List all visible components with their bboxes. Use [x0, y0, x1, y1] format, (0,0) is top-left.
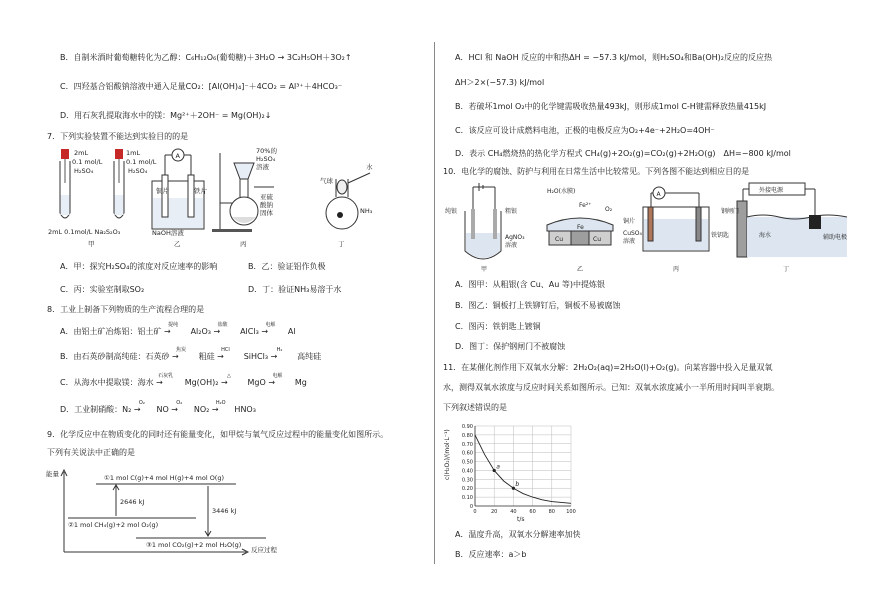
q9-option-c: C．该反应可设计成燃料电池，正极的电极反应为O₂+4e⁻+2H₂O=4OH⁻ — [455, 126, 715, 135]
q6-option-d: D．用石灰乳提取海水中的镁：Mg²⁺＋2OH⁻ = Mg(OH)₂↓ — [60, 111, 272, 120]
q10-yi-label: 乙 — [577, 266, 584, 273]
q10-option-b: B．图乙：铜板打上铁铆钉后，铜板不易被腐蚀 — [455, 301, 621, 310]
yi-ammeter-label: A — [175, 152, 180, 160]
right-column — [437, 0, 870, 614]
q9-energy-diagram — [46, 466, 296, 556]
q8d-mid1: NO — [156, 405, 169, 414]
q8c-arrow3: 电解 → — [268, 373, 283, 387]
q7-apparatus-figure — [48, 143, 408, 251]
q8d-end: HNO₃ — [234, 405, 256, 414]
y-tick-label: 0.40 — [461, 468, 473, 475]
q7-option-d: D．丁：验证NH₃易溶于水 — [248, 285, 342, 294]
q10-yi-fe2: Fe²⁺ — [579, 202, 592, 209]
q9-option-b: B．若破坏1mol O₂中的化学键需吸收热量493kJ，则形成1mol C-H键需释放热量415kJ — [455, 102, 767, 111]
q8b-mid2: SiHCl₃ — [243, 352, 269, 361]
q9-option-d: D．表示 CH₄燃烧热的热化学方程式 CH₄(g)+2O₂(g)=CO₂(g)+2H₂O(g) ΔH=−800 kJ/mol — [455, 149, 791, 158]
left-column — [0, 0, 434, 614]
q8c-mid2: MgO — [247, 378, 266, 387]
q9-energy-e1: 2646 kJ — [120, 498, 145, 506]
jia-t2-conc: 0.1 mol/L — [126, 158, 157, 166]
q8-option-d — [60, 400, 256, 415]
q10-bing-key: 铁钥匙 — [711, 232, 730, 239]
ding-balloon: 气球 — [320, 177, 333, 185]
q9-level1: ①1 mol C(g)+4 mol H(g)+4 mol O(g) — [104, 474, 225, 482]
q9-line1: 9．化学反应中在物质变化的同时还有能量变化，如甲烷与氧气反应过程中的能量变化如图所示。 — [47, 430, 389, 439]
q10-jia-pure-silver: 纯银 — [445, 208, 458, 215]
point-label-b: b — [515, 481, 520, 489]
q11-line2: 水，测得双氧水浓度与反应时间关系如图所示。已知：双氧水浓度减小一半所用时间叫半衰期。 — [443, 383, 779, 392]
q10-bing-copper: 铜片 — [623, 218, 636, 225]
q8c-arrow2: △ → — [220, 373, 231, 387]
ding-water: 水 — [366, 163, 373, 171]
q10-yi-cu-right: Cu — [593, 236, 601, 243]
q6-option-b: B．自制米酒时葡萄糖转化为乙醇：C₆H₁₂O₆(葡萄糖)＋3H₂O → 3C₂H₅OH＋3O₂↑ — [60, 53, 352, 62]
q10-ding — [721, 183, 847, 273]
q11-option-b: B．反应速率：a＞b — [455, 550, 527, 559]
jia-t1-conc: 0.1 mol/L — [72, 158, 103, 166]
q8-option-c — [60, 373, 307, 388]
x-tick-label: 40 — [510, 509, 517, 515]
q10-bing-label: 丙 — [673, 266, 680, 273]
q8a-arrow2: 盐酸 → — [213, 322, 228, 336]
q8d-arrow1: O₂ → — [133, 400, 145, 414]
q11-line1: 11．在某催化剂作用下双氧水分解：2H₂O₂(aq)=2H₂O(l)+O₂(g)。向某容器中投入足量双氧 — [443, 363, 773, 372]
q10-bing — [623, 187, 729, 273]
ding-label: 丁 — [338, 240, 345, 248]
jia-t2-acid: H₂SO₄ — [128, 167, 148, 175]
q10-bing-ammeter: A — [656, 191, 661, 198]
y-tick-label: 0.20 — [461, 486, 473, 493]
q11-x-axis-label: t/s — [517, 516, 525, 522]
q7-option-b: B．乙：验证铝作负极 — [248, 262, 326, 271]
q10-option-d: D．图丁：保护钢闸门不被腐蚀 — [455, 342, 566, 351]
q10-ding-gate: 钢闸门 — [721, 208, 740, 215]
jia-t1-volume: 2mL — [74, 149, 89, 157]
q10-yi-cu-left: Cu — [555, 236, 563, 243]
y-tick-label: 0.60 — [461, 450, 473, 457]
q10-yi-water-film: H₂O(水膜) — [547, 188, 576, 195]
q8b-arrow3: H₂ → — [270, 347, 283, 361]
q8-option-b — [60, 347, 322, 362]
q8-option-a — [60, 322, 296, 337]
q10-jia-crude-silver: 粗银 — [505, 208, 518, 215]
q10-bing-sol1: CuSO₄ — [623, 230, 642, 237]
column-divider — [434, 42, 435, 564]
bing-acid-2: H₂SO₄ — [256, 155, 276, 163]
yi-electrode2: 铁片 — [194, 187, 207, 195]
q9-option-a-2: ΔH＞2×(−57.3) kJ/mol — [455, 78, 545, 87]
bing-solid-2: 酸钠 — [260, 201, 273, 209]
q10-figure — [443, 181, 863, 273]
q9-line2: 下列有关说法中正确的是 — [47, 448, 135, 457]
q7-option-c: C．丙：实验室制取SO₂ — [60, 285, 145, 294]
q8c-end: Mg — [294, 378, 307, 387]
q10-jia-sol2: 溶液 — [505, 242, 518, 249]
q8c-arrow1: 石灰乳 → — [156, 373, 174, 387]
q10-bing-sol2: 溶液 — [623, 238, 636, 245]
q8b-mid1: 粗硅 — [198, 352, 215, 361]
q8a-mid1: Al₂O₃ — [190, 327, 211, 336]
jia-t2-volume: 1mL — [126, 149, 141, 157]
y-tick-label: 0.70 — [461, 441, 473, 448]
q6-option-c: C．四羟基合铝酸钠溶液中通入足量CO₂：[Al(OH)₄]⁻＋4CO₂ = Al³⁺＋4HCO₃⁻ — [60, 82, 343, 91]
q11-decay-chart — [441, 418, 581, 522]
q10-title: 10．电化学的腐蚀、防护与利用在日常生活中比较常见。下列各图不能达到相应目的是 — [443, 167, 750, 176]
q8b-prefix: B．由石英砂制高纯硅：石英砂 — [60, 352, 170, 361]
q10-yi — [547, 187, 613, 273]
apparatus-yi — [152, 149, 208, 248]
q10-yi-fe: Fe — [577, 224, 584, 231]
q9-level3: ③1 mol CO₂(g)+2 mol H₂O(g) — [146, 541, 242, 549]
bing-acid-3: 溶液 — [256, 163, 269, 171]
bing-solid-3: 固体 — [260, 209, 273, 217]
x-tick-label: 20 — [491, 509, 498, 515]
q8d-arrow2: O₂ → — [171, 400, 183, 414]
q10-option-a: A．图甲：从粗银(含 Cu、Au 等)中提炼银 — [455, 280, 605, 289]
bing-acid-1: 70%的 — [256, 147, 277, 155]
x-tick-label: 80 — [548, 509, 555, 515]
q8-title: 8．工业上制备下列物质的生产流程合理的是 — [47, 305, 205, 314]
jia-label: 甲 — [88, 240, 95, 248]
apparatus-ding — [320, 162, 373, 248]
q10-ding-power: 外接电源 — [759, 187, 784, 194]
q11-option-a: A．温度升高，双氧水分解速率加快 — [455, 530, 581, 539]
q8d-arrow3: H₂O → — [211, 400, 226, 414]
q10-ding-sea: 海水 — [759, 232, 772, 239]
q9-level2: ②1 mol CH₄(g)+2 mol O₂(g) — [68, 521, 159, 529]
q8b-end: 高纯硅 — [297, 352, 322, 361]
jia-t1-acid: H₂SO₄ — [74, 167, 94, 175]
apparatus-bing — [212, 146, 277, 248]
x-tick-label: 100 — [566, 509, 576, 515]
x-tick-label: 60 — [529, 509, 536, 515]
bing-solid-1: 亚硫 — [260, 193, 273, 201]
yi-electrode1: 铜片 — [156, 187, 169, 195]
point-label-a: a — [496, 463, 500, 471]
q8a-end: Al — [287, 327, 296, 336]
q11-y-axis-label: c(H₂O₂)/(mol·L⁻¹) — [444, 429, 451, 480]
q8a-arrow3: 电解 → — [261, 322, 276, 336]
series-line — [475, 435, 571, 503]
q10-ding-aux: 辅助电极 — [823, 234, 848, 241]
q8b-arrow2: HCl → — [217, 347, 230, 361]
q9-energy-e2: 3446 kJ — [212, 507, 237, 515]
q10-jia-label: 甲 — [481, 266, 488, 273]
q10-ding-label: 丁 — [783, 266, 790, 273]
q8d-mid2: NO₂ — [193, 405, 210, 414]
apparatus-jia — [48, 149, 157, 248]
y-tick-label: 0.30 — [461, 477, 473, 484]
jia-bottom-label: 2mL 0.1mol/L Na₂S₂O₃ — [48, 228, 121, 236]
yi-solution: NaOH溶液 — [152, 229, 184, 237]
q8c-mid1: Mg(OH)₂ — [184, 378, 219, 387]
q10-jia — [445, 183, 525, 273]
q8a-prefix: A．由铝土矿冶炼铝：铝土矿 — [60, 327, 162, 336]
yi-label: 乙 — [174, 240, 181, 248]
q10-yi-o2: O₂ — [605, 206, 613, 213]
q9-x-axis-label: 反应过程 — [251, 546, 277, 554]
q7-option-a: A．甲：探究H₂SO₄的浓度对反应速率的影响 — [60, 262, 218, 271]
ding-nh3: NH₃ — [360, 207, 373, 215]
q9-y-axis-label: 能量 — [46, 470, 59, 478]
y-tick-label: 0 — [469, 504, 473, 510]
y-tick-label: 0.80 — [461, 432, 473, 439]
q10-jia-sol1: AgNO₃ — [505, 234, 525, 241]
bing-label: 丙 — [240, 240, 247, 248]
q10-option-c: C．图丙：铁钥匙上镀铜 — [455, 322, 541, 331]
q9-option-a-1: A．HCl 和 NaOH 反应的中和热ΔH = −57.3 kJ/mol，则H₂SO₄和Ba(OH)₂反应的反应热 — [455, 53, 773, 62]
q7-title: 7．下列实验装置不能达到实验目的的是 — [47, 132, 189, 141]
y-tick-label: 0.10 — [461, 495, 473, 502]
q8c-prefix: C．从海水中提取镁：海水 — [60, 378, 154, 387]
x-tick-label: 0 — [473, 509, 477, 515]
q8a-arrow1: 提纯 → — [164, 322, 179, 336]
y-tick-label: 0.50 — [461, 459, 473, 466]
q8b-arrow1: 焦炭 → — [172, 347, 187, 361]
q8a-mid2: AlCl₃ — [240, 327, 259, 336]
y-tick-label: 0.90 — [461, 424, 473, 430]
q8d-prefix: D．工业制硝酸：N₂ — [60, 405, 132, 414]
q11-line3: 下列叙述错误的是 — [443, 403, 507, 412]
